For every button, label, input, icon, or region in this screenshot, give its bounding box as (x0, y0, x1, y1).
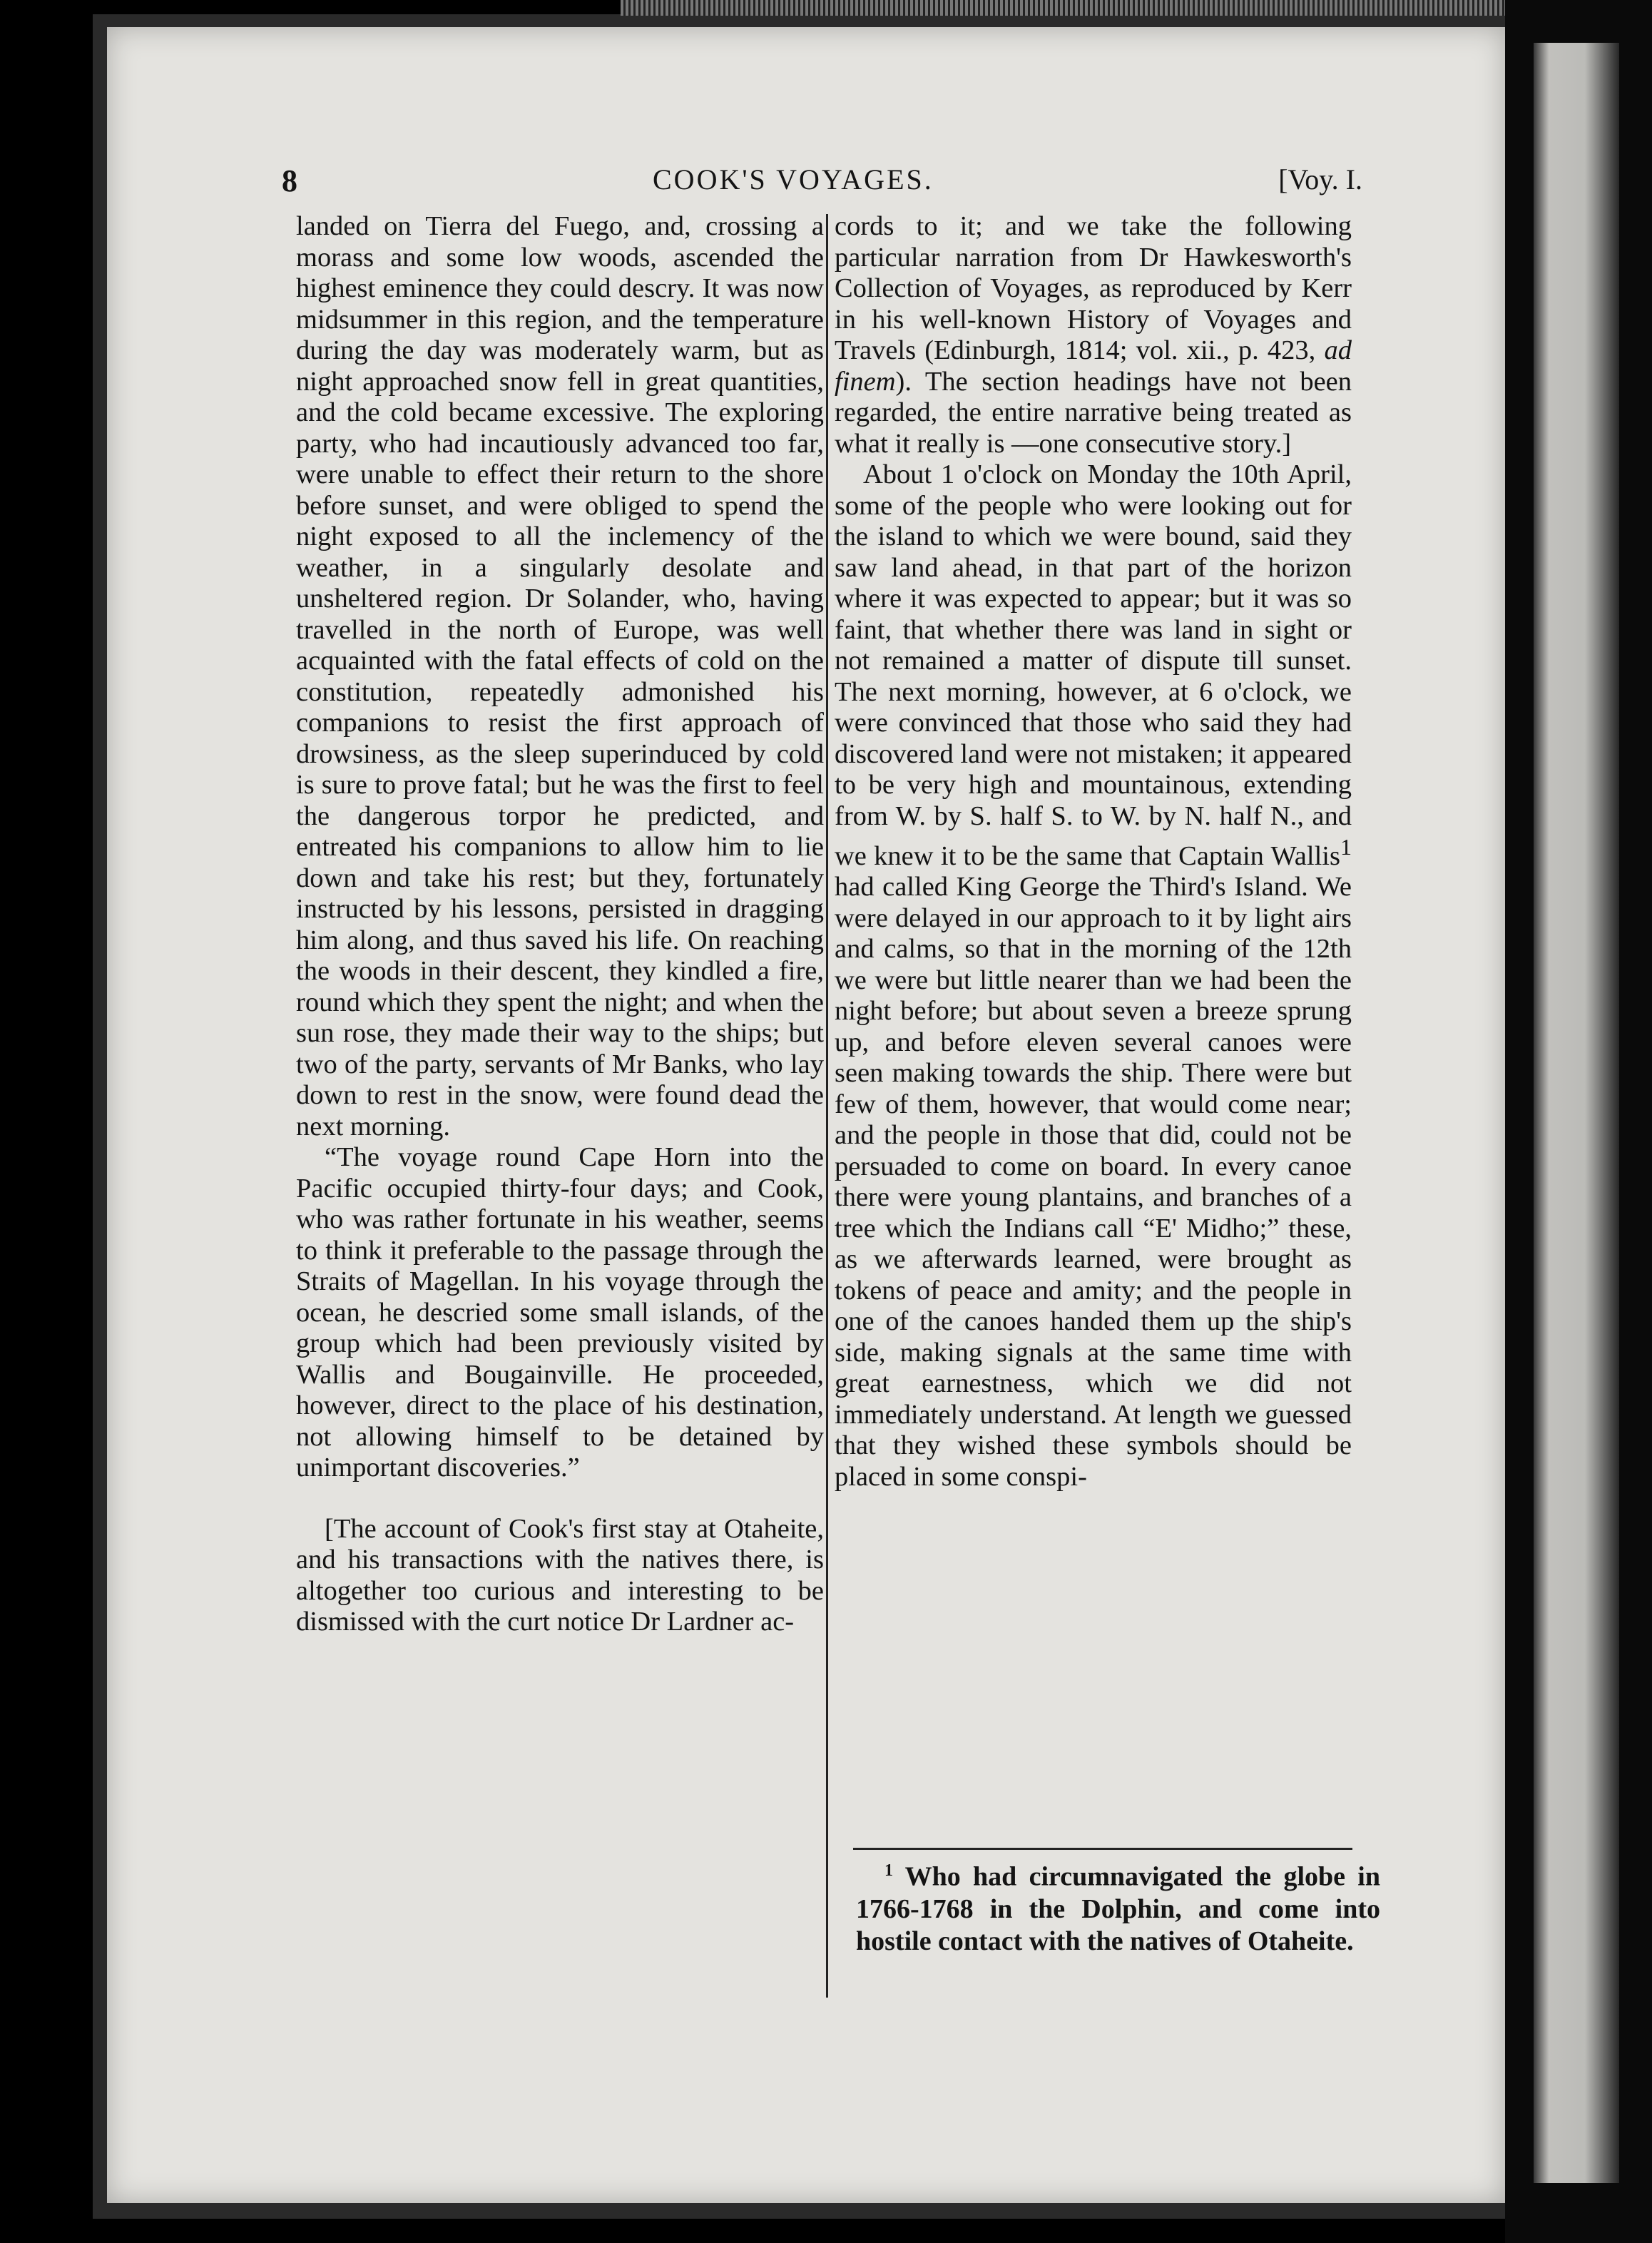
page-number: 8 (282, 163, 297, 198)
paragraph-cape-horn-quote: “The voyage round Cape Horn into the Pacific occupied thirty-four days; and Cook, who was rather fortunate in his weather, seems to think it preferable to the passage through the Straits of Magellan. In his voyage through the ocean, he descried some small islands, of the group which had been previously visited by Wallis and Bougainville. He proceeded, however, direct to the place of his destination, not allowing himself to be detained by unimportant discoveries.” (296, 1142, 824, 1482)
footnote-number: 1 (884, 1861, 893, 1880)
left-column (296, 211, 824, 1638)
scan-edge-top (621, 0, 1512, 16)
adjacent-page-edge (1534, 43, 1619, 2183)
footnote (856, 1855, 1380, 1958)
footnote-rule (853, 1848, 1352, 1850)
paragraph-editorial-note: [The account of Cook's first stay at Otaheite, and his transactions with the natives there, is altogether too curious and interesting to be dismissed with the curt notice Dr Lardner ac- (296, 1513, 824, 1637)
footnote-marker: 1 (1340, 834, 1352, 860)
paragraph-tierra-del-fuego: landed on Tierra del Fuego, and, crossing a morass and some low woods, ascended the highest eminence they could descry. It was now midsummer in this region, and the temperature during the day was moderately warm, but as night approached snow fell in great quantities, and the cold became excessive. The exploring party, who had incautiously advanced too far, were unable to effect their return to the shore before sunset, and were obliged to spend the night exposed to all the inclemency of the weather, in a singularly desolate and unsheltered region. Dr Solander, who, having travelled in the north of Europe, was well acquainted with the fatal effects of cold on the constitution, repeatedly admonished his companions to resist the first approach of drowsiness, as the sleep superinduced by cold is sure to prove fatal; but he was the first to feel the dangerous torpor he predicted, and entreated his companions to allow him to lie down and take his rest; but they, fortunately instructed by his lessons, persisted in dragging him along, and thus saved his life. On reaching the woods in their descent, they kindled a fire, round which they spent the night; and when the sun rose, they made their way to the ships; but two of the party, servants of Mr Banks, who lay down to rest in the snow, were found dead the next morning. (296, 211, 824, 1141)
volume-label: [Voy. I. (1278, 163, 1362, 195)
footnote-text (856, 1855, 1380, 1958)
italic-text-run: ad finem (835, 335, 1352, 397)
text-run: About 1 o'clock on Monday the 10th April, some of the people who were looking out for the island to which we were bound, said they saw land ahead, in that part of the horizon where it was expected to appear; but it was so faint, that whether there was land in sight or not remained a matter of dispute till sunset. The next morning, however, at 6 o'clock, we were convinced that those who said they had discovered land were not mistaken; it appeared to be very high and mountainous, extending from W. by S. half S. to W. by N. half N., and we knew it to be the same that Captain Wallis (835, 459, 1352, 871)
right-column (835, 211, 1352, 1492)
text-run: cords to it; and we take the following particular narration from Dr Hawkesworth's Collection of Voyages, as reproduced by Kerr in his well-known History of Voyages and Travels (Edinburgh, 1814; vol. xii., p. 423, (835, 211, 1352, 365)
paragraph-hawkesworth-source (835, 211, 1352, 459)
text-run: had called King George the Third's Island. We were delayed in our approach to it by light airs and calms, so that in the morning of the 12th we were but little nearer than we had been the night before; but about seven a breeze sprung up, and before eleven several canoes were seen making towards the ship. There were but few of them, however, that would come near; and the people in those that did, could not be persuaded to come on board. In every canoe there were young plantains, and branches of a tree which the Indians call “E' Midho;” these, as we afterwards learned, were brought as tokens of peace and amity; and the people in one of the canoes handed them up the ship's side, making signals at the same time with great earnestness, which we did not immediately understand. At length we guessed that they wished these symbols should be placed in some conspi- (835, 872, 1352, 1492)
running-title: COOK'S VOYAGES. (653, 163, 934, 195)
text-run: Who had circumnavigated the globe in 1766-1768 in the Dolphin, and come into hostile contact with the natives of Otaheite. (856, 1861, 1380, 1956)
text-run: ). The section headings have not been regarded, the entire narrative being treated as what it really is —one consecutive story.] (835, 366, 1352, 459)
page-header (282, 163, 1362, 205)
paragraph-land-sighted (835, 459, 1352, 1492)
column-divider (826, 214, 828, 1998)
paragraph-gap (296, 1484, 824, 1514)
